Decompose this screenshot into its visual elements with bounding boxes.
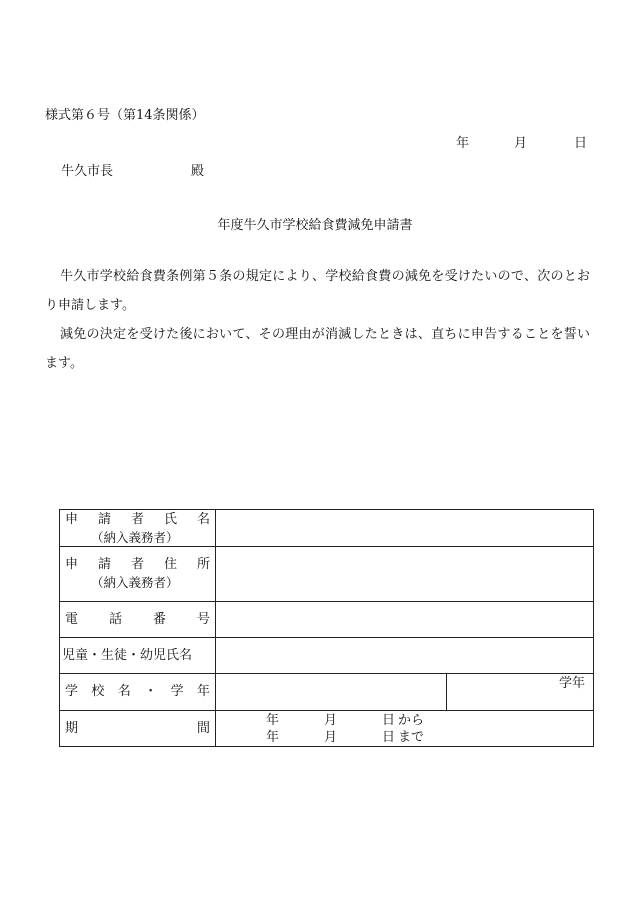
row-applicant-name	[60, 510, 594, 547]
label-applicant-name-sub: （納入義務者）	[91, 530, 179, 545]
field-period[interactable]	[216, 711, 594, 747]
date-month-label: 月	[514, 136, 528, 151]
addressee: 牛久市長	[61, 164, 114, 179]
label-applicant-name: 申 請 者 氏 名 （納入義務者）	[60, 510, 216, 547]
field-applicant-address[interactable]	[216, 547, 594, 602]
field-child-name[interactable]	[216, 638, 594, 674]
row-period	[60, 711, 594, 747]
date-year-label: 年	[456, 136, 470, 151]
label-school: 学 校 名 ・ 学 年	[60, 674, 216, 711]
row-applicant-address	[60, 547, 594, 602]
field-school-grade	[216, 674, 594, 711]
row-school	[60, 674, 594, 711]
application-table	[59, 509, 594, 747]
label-child-name: 児童・生徒・幼児氏名	[60, 638, 216, 674]
document-title: 年度牛久市学校給食費減免申請書	[217, 218, 413, 233]
label-phone: 電 話 番 号	[60, 602, 216, 638]
period-from: 年 月 日 から	[266, 713, 425, 728]
body-paragraph-1: 牛久市学校給食費条例第５条の規定により、学校給食費の減免を受けたいので、次のとおり申請します。	[45, 269, 590, 313]
label-applicant-address-sub: （納入義務者）	[91, 575, 179, 590]
period-to: 年 月 日 まで	[266, 730, 425, 745]
honorific: 殿	[191, 164, 205, 179]
form-number: 様式第６号（第14条関係）	[45, 108, 205, 123]
label-applicant-address: 申 請 者 住 所 （納入義務者）	[60, 547, 216, 602]
field-phone[interactable]	[216, 602, 594, 638]
row-child-name	[60, 638, 594, 674]
date-day-label: 日	[574, 136, 588, 151]
label-period: 期 間	[60, 711, 216, 747]
row-phone	[60, 602, 594, 638]
body-paragraph-2: 減免の決定を受けた後において、その理由が消滅したときは、直ちに申告することを誓います。	[45, 327, 590, 371]
field-applicant-name[interactable]	[216, 510, 594, 547]
field-school-name[interactable]	[216, 674, 447, 710]
grade-label: 学年	[558, 676, 585, 691]
